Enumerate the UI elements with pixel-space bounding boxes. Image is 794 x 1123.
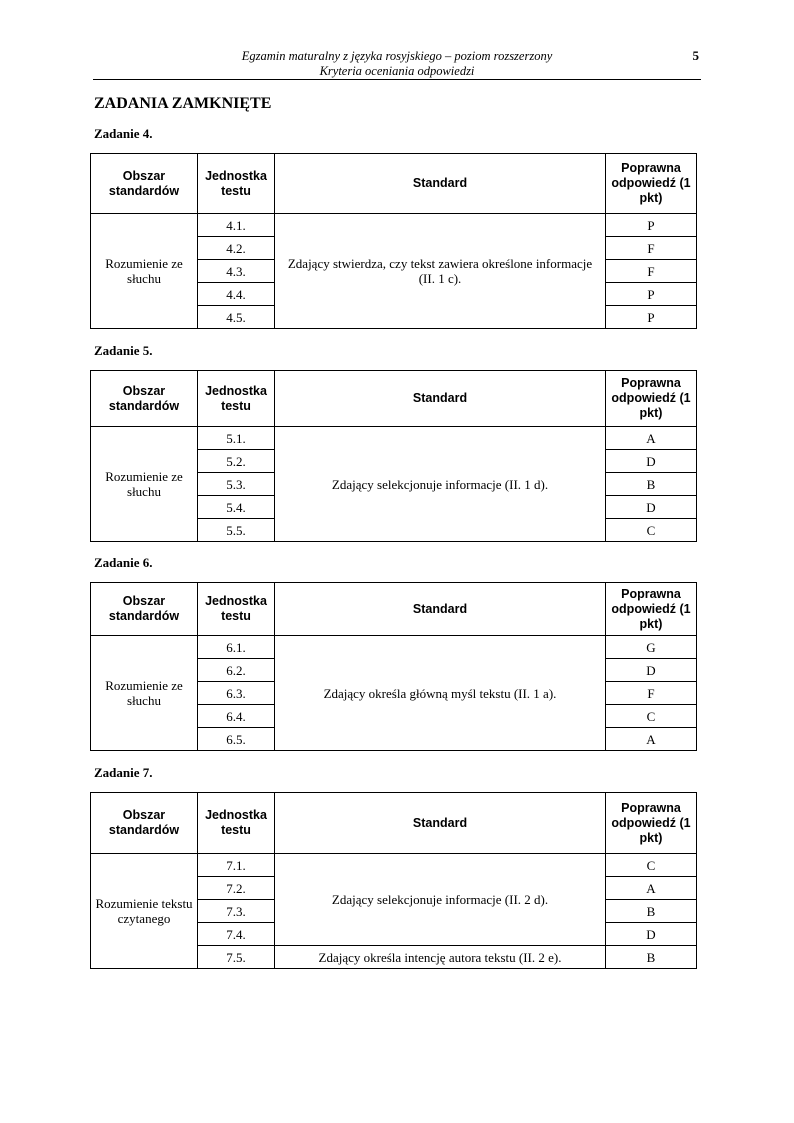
table-row (91, 636, 697, 659)
unit-cell: 5.1. (198, 427, 275, 450)
answer-cell: D (606, 923, 697, 946)
column-header-standard: Standard (275, 583, 606, 636)
answer-cell: B (606, 946, 697, 969)
unit-cell: 4.5. (198, 306, 275, 329)
unit-cell: 6.1. (198, 636, 275, 659)
task-title-6: Zadanie 6. (94, 555, 153, 570)
answer-cell: P (606, 306, 697, 329)
area-cell: Rozumienie tekstu czytanego (91, 854, 198, 969)
table-header-row (91, 371, 697, 427)
unit-cell: 4.3. (198, 260, 275, 283)
answer-cell: B (606, 473, 697, 496)
header-exam-title: Egzamin maturalny z języka rosyjskiego – poziom rozszerzony (241, 49, 553, 63)
standard-cell: Zdający selekcjonuje informacje (II. 1 d). (275, 427, 606, 542)
column-header-answer: Poprawna odpowiedź (1 pkt) (606, 583, 697, 636)
answer-cell: A (606, 728, 697, 751)
answer-cell: G (606, 636, 697, 659)
answer-cell: F (606, 260, 697, 283)
unit-cell: 4.1. (198, 214, 275, 237)
column-header-answer: Poprawna odpowiedź (1 pkt) (606, 371, 697, 427)
column-header-answer: Poprawna odpowiedź (1 pkt) (606, 793, 697, 854)
table-header-row (91, 793, 697, 854)
answer-cell: C (606, 705, 697, 728)
area-cell: Rozumienie ze słuchu (91, 427, 198, 542)
table-row (91, 427, 697, 450)
task-table-7 (90, 792, 697, 969)
answer-cell: A (606, 877, 697, 900)
task-title-7: Zadanie 7. (94, 765, 153, 780)
answer-cell: F (606, 682, 697, 705)
column-header-standard: Standard (275, 793, 606, 854)
answer-cell: D (606, 659, 697, 682)
unit-cell: 6.4. (198, 705, 275, 728)
task-table-5 (90, 370, 697, 542)
page-number: 5 (692, 48, 699, 63)
task-table-6 (90, 582, 697, 751)
table-row (91, 854, 697, 877)
answer-cell: C (606, 519, 697, 542)
column-header-unit: Jednostka testu (198, 371, 275, 427)
column-header-unit: Jednostka testu (198, 154, 275, 214)
column-header-standard: Standard (275, 154, 606, 214)
column-header-area: Obszar standardów (91, 583, 198, 636)
area-cell: Rozumienie ze słuchu (91, 636, 198, 751)
task-title-4: Zadanie 4. (94, 126, 153, 141)
table-header-row (91, 154, 697, 214)
column-header-unit: Jednostka testu (198, 793, 275, 854)
column-header-unit: Jednostka testu (198, 583, 275, 636)
unit-cell: 7.5. (198, 946, 275, 969)
column-header-answer: Poprawna odpowiedź (1 pkt) (606, 154, 697, 214)
task-table-4 (90, 153, 697, 329)
unit-cell: 5.4. (198, 496, 275, 519)
section-title: ZADANIA ZAMKNIĘTE (94, 95, 272, 112)
unit-cell: 6.5. (198, 728, 275, 751)
answer-cell: D (606, 450, 697, 473)
page-header (93, 47, 701, 80)
table-header-row (91, 583, 697, 636)
unit-cell: 7.1. (198, 854, 275, 877)
unit-cell: 7.3. (198, 900, 275, 923)
unit-cell: 4.4. (198, 283, 275, 306)
answer-cell: C (606, 854, 697, 877)
column-header-area: Obszar standardów (91, 371, 198, 427)
unit-cell: 5.3. (198, 473, 275, 496)
answer-cell: P (606, 283, 697, 306)
column-header-area: Obszar standardów (91, 154, 198, 214)
column-header-standard: Standard (275, 371, 606, 427)
area-cell: Rozumienie ze słuchu (91, 214, 198, 329)
standard-cell: Zdający selekcjonuje informacje (II. 2 d). (275, 854, 606, 946)
answer-cell: D (606, 496, 697, 519)
task-title-5: Zadanie 5. (94, 343, 153, 358)
standard-cell: Zdający określa główną myśl tekstu (II. 1 a). (275, 636, 606, 751)
answer-cell: F (606, 237, 697, 260)
unit-cell: 6.3. (198, 682, 275, 705)
unit-cell: 7.2. (198, 877, 275, 900)
standard-cell: Zdający określa intencję autora tekstu (II. 2 e). (275, 946, 606, 969)
standard-cell: Zdający stwierdza, czy tekst zawiera określone informacje (II. 1 c). (275, 214, 606, 329)
header-subtitle: Kryteria oceniania odpowiedzi (319, 64, 475, 78)
answer-cell: A (606, 427, 697, 450)
unit-cell: 4.2. (198, 237, 275, 260)
answer-cell: P (606, 214, 697, 237)
answer-cell: B (606, 900, 697, 923)
table-row (91, 214, 697, 237)
unit-cell: 6.2. (198, 659, 275, 682)
unit-cell: 5.5. (198, 519, 275, 542)
column-header-area: Obszar standardów (91, 793, 198, 854)
unit-cell: 5.2. (198, 450, 275, 473)
unit-cell: 7.4. (198, 923, 275, 946)
